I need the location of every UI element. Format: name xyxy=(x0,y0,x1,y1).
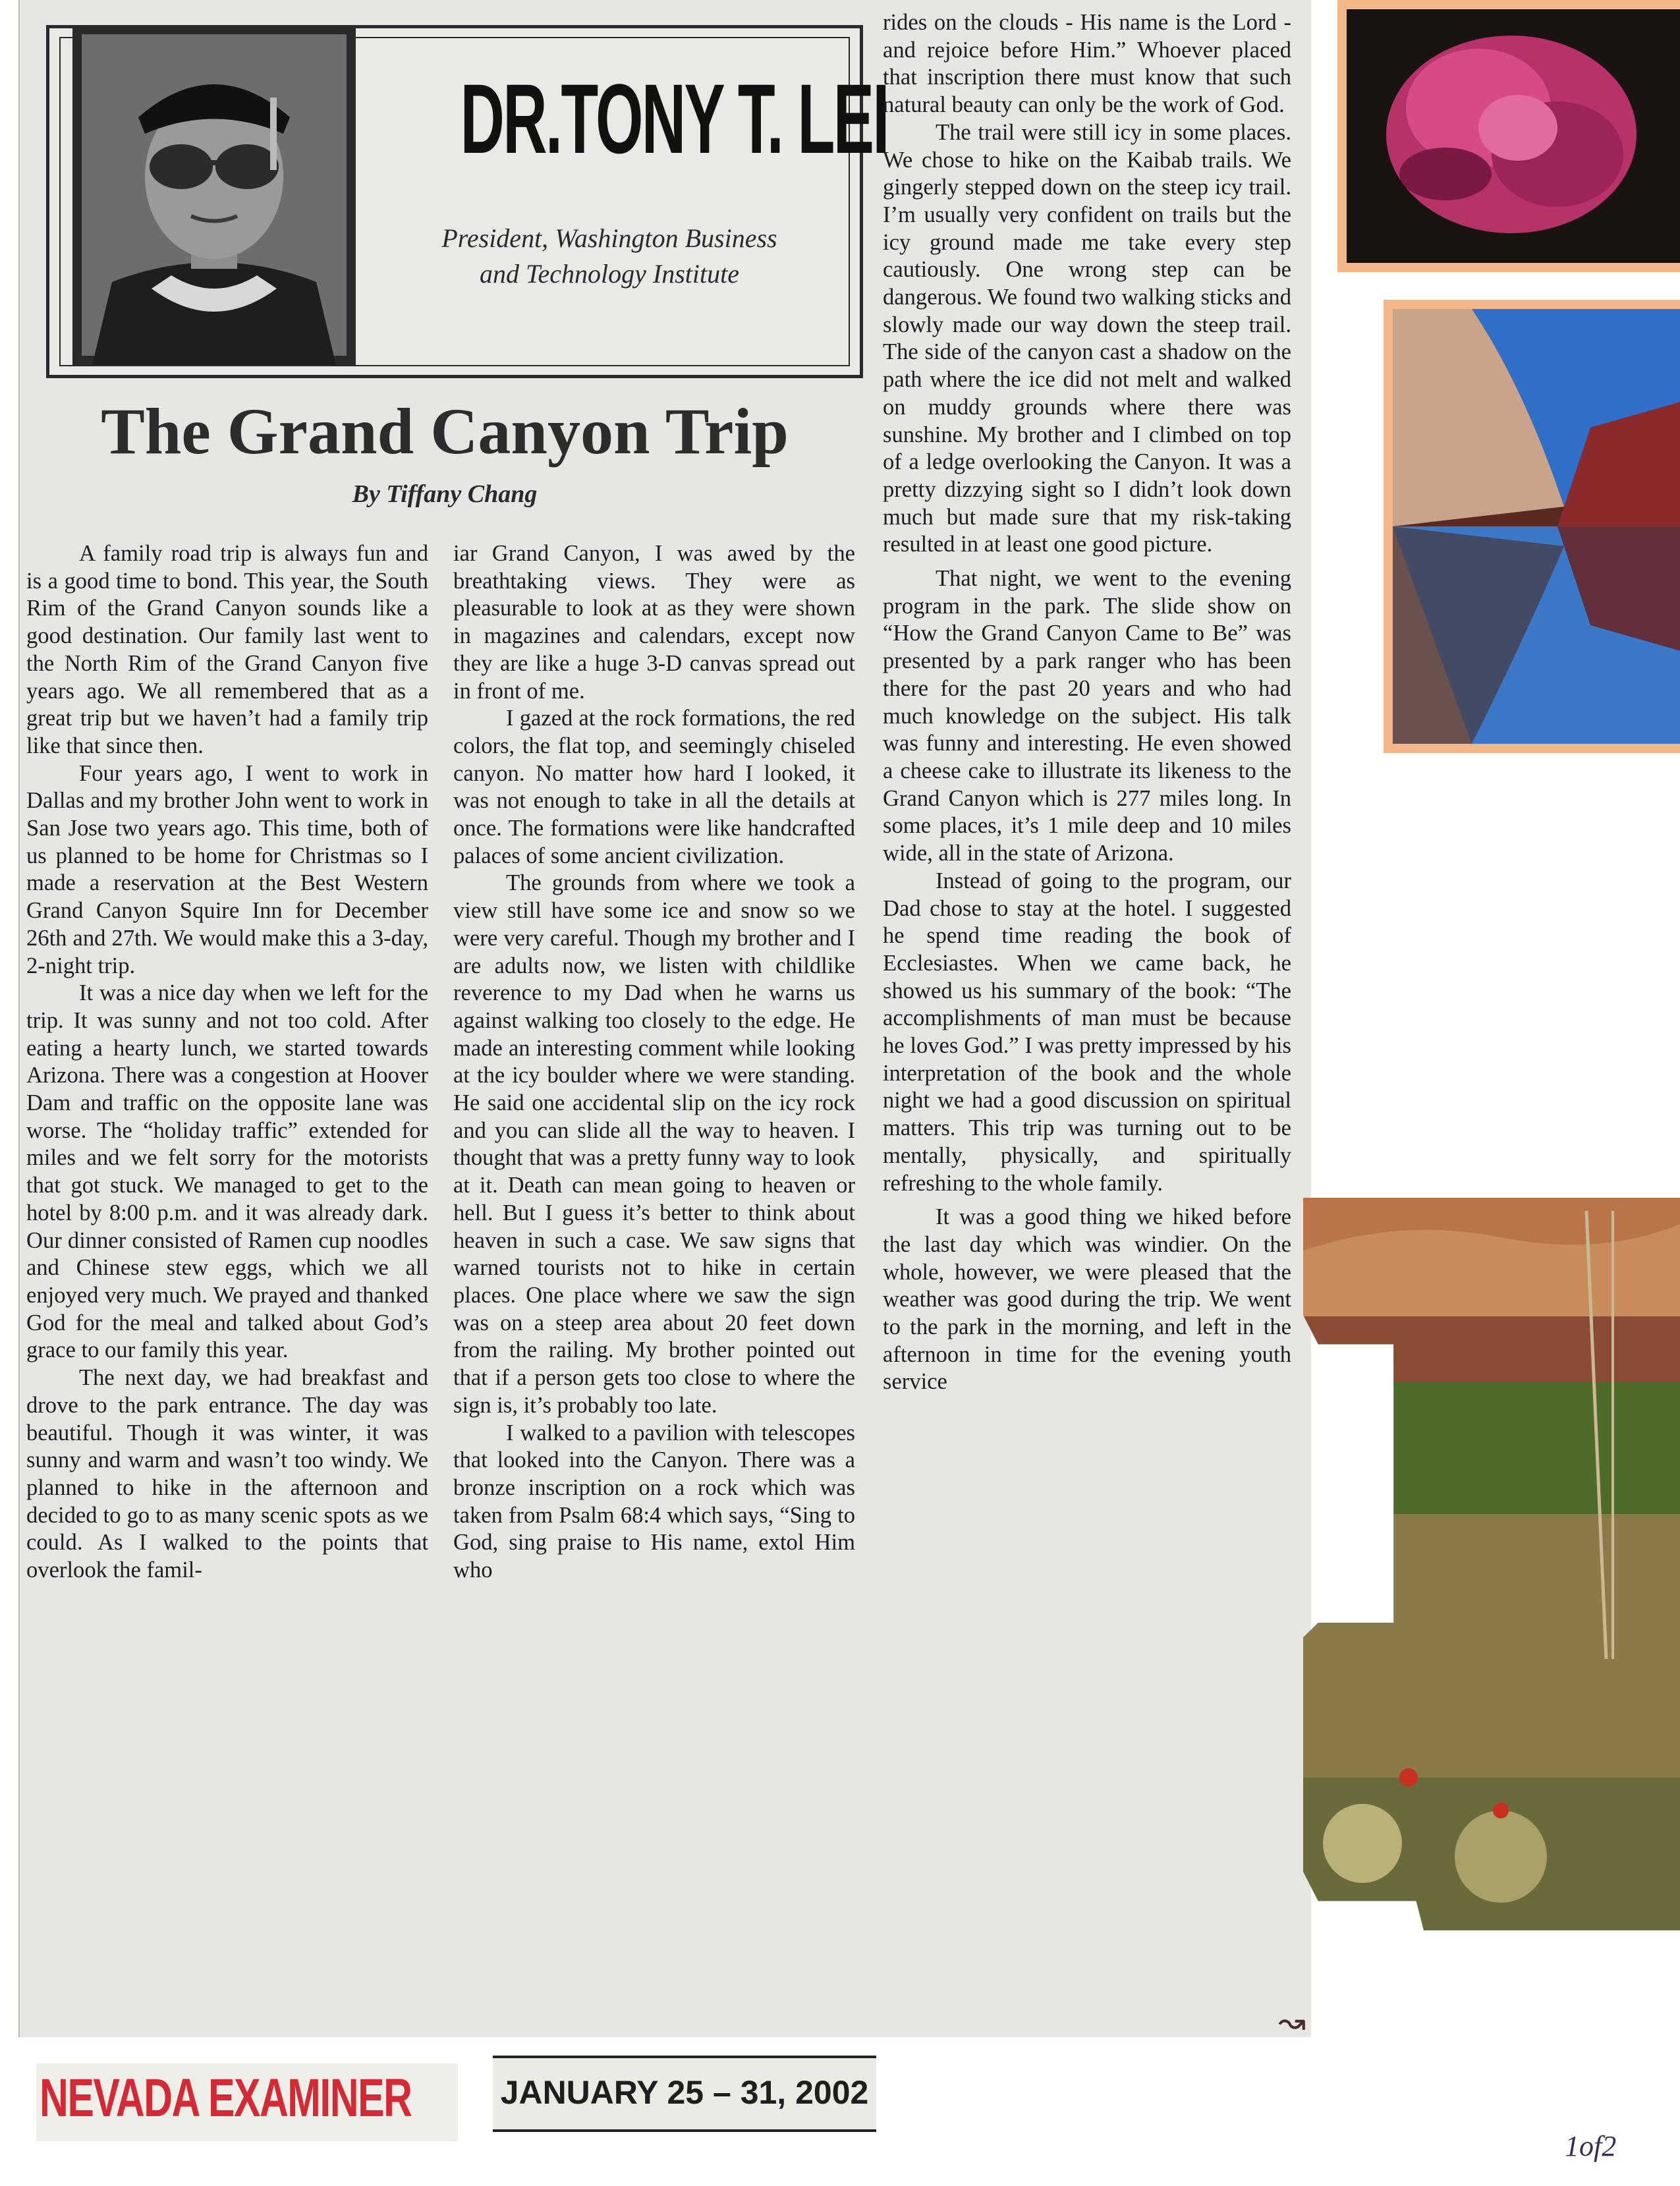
newspaper-masthead: NEVADA EXAMINER xyxy=(40,2068,412,2128)
author-title-line-2: and Technology Institute xyxy=(479,259,740,289)
page-number-mark: 1of2 xyxy=(1565,2130,1617,2162)
paragraph: I walked to a pavilion with telescopes that looked into the Canyon. There was a bronze inscription on a rock which was taken from Psalm 68:4 which says, “Sing to God, sing praise to His name, extol Him who xyxy=(453,1420,855,1583)
article-column-2 xyxy=(453,540,855,1584)
paragraph: That night, we went to the evening program in the park. The slide show on “How the Grand Canyon Came to Be” was presented by a park ranger who has been there for the past 20 years and who had much knowledge on the subject. His talk was funny and interesting. He even showed a cheese cake to illustrate its likeness to the Grand Canyon which is 277 miles long. In some places, it’s 1 mile deep and 10 miles wide, all in the state of Arizona. xyxy=(883,566,1291,866)
paragraph: iar Grand Canyon, I was awed by the breathtaking views. They were as pleasurable to look at as they were shown in magazines and calendars, except now they are like a huge 3-D canvas spread out in front of me. xyxy=(453,541,855,704)
paragraph: rides on the clouds - His name is the Lord - and rejoice before Him.” Whoever placed that inscription there must know that such natural beauty can only be the work of God. xyxy=(883,10,1291,118)
issue-date: JANUARY 25 – 31, 2002 xyxy=(493,2056,876,2132)
canyon-river-photo xyxy=(1384,300,1680,753)
article-column-1 xyxy=(26,540,428,1584)
paragraph: The trail were still icy in some places. We chose to hike on the Kaibab trails. We gingerly stepped down on the steep icy trail. I’m usually very confident on trails but the icy ground made me take every step cautiously. One wrong step can be dangerous. We found two walking sticks and slowly made our way down the steep trail. The side of the canyon cast a shadow on the path where the ice did not melt and walked on muddy grounds where there was sunshine. My brother and I climbed on top of a ledge overlooking the Canyon. It was a pretty dizzying sight so I didn’t look down much but made sure that my risk-taking resulted in at least one good picture. xyxy=(883,119,1291,557)
author-name: DR.TONY T. LEI xyxy=(460,63,888,174)
paragraph: The grounds from where we took a view still have some ice and snow so we were very careful. Though my brother and I are adults now, we listen with childlike reverence to my Dad when he warns us against walking too closely to the edge. He made an interesting comment while looking at the icy boulder where we were standing. He said one accidental slip on the icy rock and you can slide all the way to heaven. I thought that was a pretty funny way to look at it. Death can mean going to heaven or hell. But I guess it’s better to think about heaven in such a case. We saw signs that warned tourists not to hike in certain places. One place where we saw the sign was on a steep area about 20 feet down from the railing. My brother pointed out that if a person gets too close to where the sign is, it’s probably too late. xyxy=(453,870,855,1418)
paragraph: Four years ago, I went to work in Dallas and my brother John went to work in San Jose two years ago. This time, both of us planned to be home for Christmas so I made a reservation at the Best Western Grand Canyon Squire Inn for December 26th and 27th. We would make this a 3-day, 2-night trip. xyxy=(26,760,428,978)
author-title-line-1: President, Washington Business xyxy=(441,223,777,253)
author-portrait xyxy=(72,25,356,365)
clipping-edge xyxy=(18,0,20,2037)
article-byline: By Tiffany Chang xyxy=(352,480,538,508)
pink-flower-photo xyxy=(1337,0,1680,272)
paragraph: Instead of going to the program, our Dad chose to stay at the hotel. I suggested he spend time reading the book of Ecclesiastes. When we came back, he showed us his summary of the book: “The accomplishments of man must be because he loves God.” I was pretty impressed by his interpretation of the book and the whole night we had a good discussion on spiritual matters. This trip was turning out to be mentally, physically, and spiritually refreshing to the whole family. xyxy=(883,868,1291,1196)
paragraph: A family road trip is always fun and is a good time to bond. This year, the South Rim of the Grand Canyon sounds like a good destination. Our family last went to the North Rim of the Grand Canyon five years ago. We all remembered that as a great trip but we haven’t had a family trip like that since then. xyxy=(26,541,428,758)
paragraph: It was a nice day when we left for the trip. It was sunny and not too cold. After eating a hearty lunch, we started towards Arizona. There was a congestion at Hoover Dam and traffic on the opposite lane was worse. The “holiday traffic” extended for miles and we felt sorry for the motorists that got stuck. We managed to get to the hotel by 8:00 p.m. and it was already dark. Our dinner consisted of Ramen cup noodles and Chinese stew eggs, which we all enjoyed very much. We prayed and thanked God for the meal and talked about God’s grace to our family this year. xyxy=(26,980,428,1363)
author-title xyxy=(369,221,850,292)
article-headline: The Grand Canyon Trip xyxy=(101,395,789,468)
paragraph: It was a good thing we hiked before the last day which was windier. On the whole, however, we were pleased that the weather was good during the trip. We went to the park in the morning, and left in the afternoon in time for the evening youth service xyxy=(883,1204,1291,1395)
continue-arrow-icon: ↝ xyxy=(1278,2004,1306,2040)
paragraph: I gazed at the rock formations, the red colors, the flat top, and seemingly chiseled canyon. No matter how hard I looked, it was not enough to take in all the details at once. The formations were like handcrafted palaces of some ancient civilization. xyxy=(453,706,855,868)
desert-cactus-photo xyxy=(1303,1198,1680,1930)
article-column-3 xyxy=(883,9,1291,1396)
paragraph: The next day, we had breakfast and drove to the park entrance. The day was beautiful. Though it was winter, it was sunny and warm and wasn’t too windy. We planned to hike in the afternoon and decided to go to as many scenic spots as we could. As I walked to the points that overlook the famil- xyxy=(26,1365,428,1583)
